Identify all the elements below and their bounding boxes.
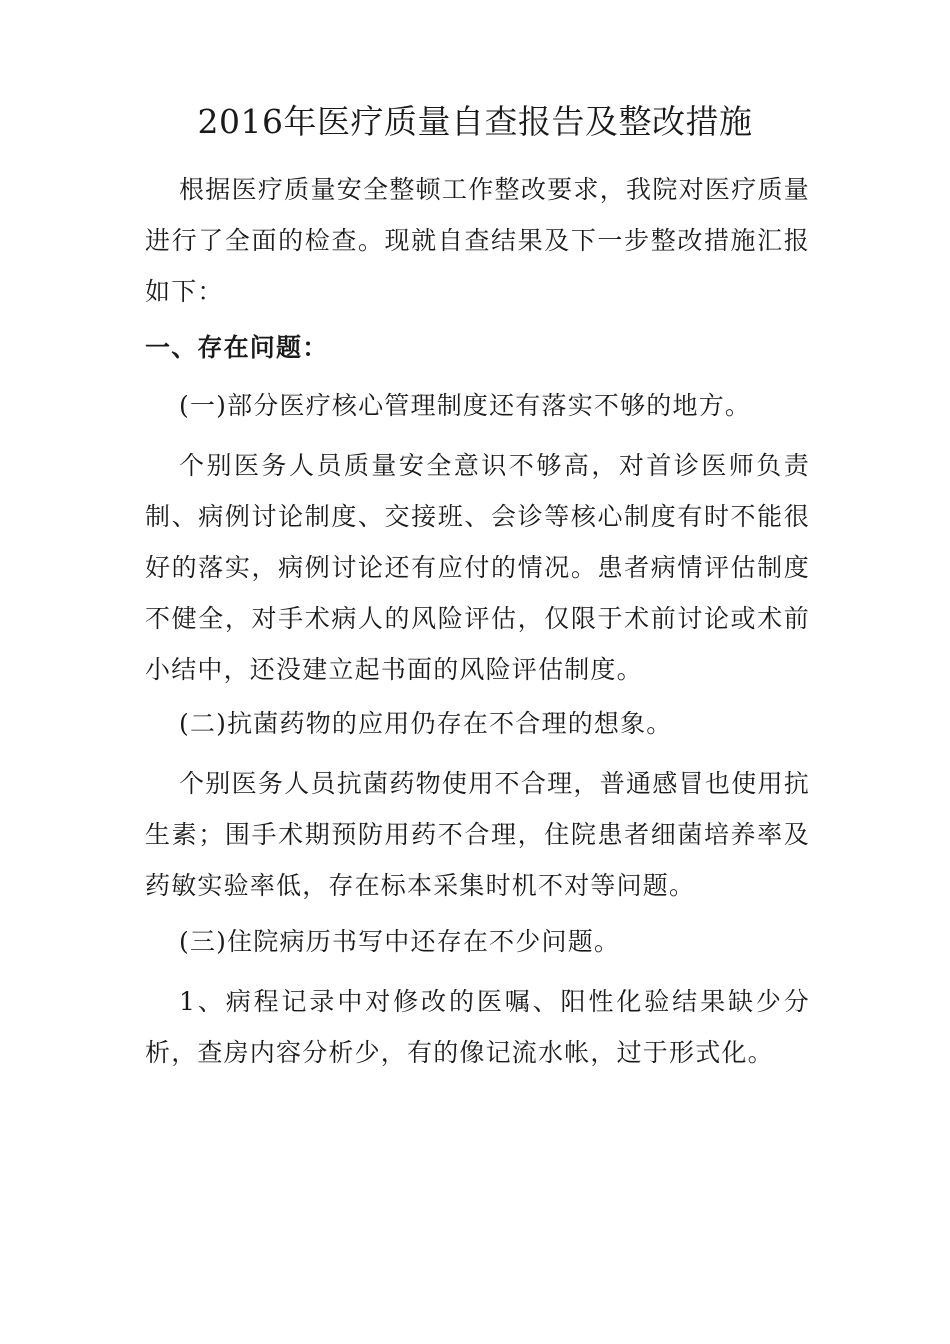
subsection-2-body: 个别医务人员抗菌药物使用不合理，普通感冒也使用抗生素；围手术期预防用药不合理，住院患者细菌培养率及药敏实验率低，存在标本采集时机不对等问题。 (145, 769, 810, 900)
subsection-1-title: (一)部分医疗核心管理制度还有落实不够的地方。 (179, 391, 752, 420)
subsection-2-title: (二)抗菌药物的应用仍存在不合理的想象。 (179, 709, 673, 738)
intro-paragraph: 根据医疗质量安全整顿工作整改要求，我院对医疗质量进行了全面的检查。现就自查结果及下一步整改措施汇报如下： (145, 175, 810, 306)
subsection-1-body: 个别医务人员质量安全意识不够高，对首诊医师负责制、病例讨论制度、交接班、会诊等核心制度有时不能很好的落实，病例讨论还有应付的情况。患者病情评估制度不健全，对手术病人的风险评估，仅限于术前讨论或术前小结中，还没建立起书面的风险评估制度。 (145, 451, 810, 684)
document-title: 2016年医疗质量自查报告及整改措施 (197, 102, 753, 141)
subsection-3-title: (三)住院病历书写中还存在不少问题。 (179, 927, 621, 956)
subsection-3-item-1: 1、病程记录中对修改的医嘱、阳性化验结果缺少分析，查房内容分析少，有的像记流水帐，过于形式化。 (145, 987, 810, 1067)
section-heading-problems: 一、存在问题： (145, 333, 329, 362)
